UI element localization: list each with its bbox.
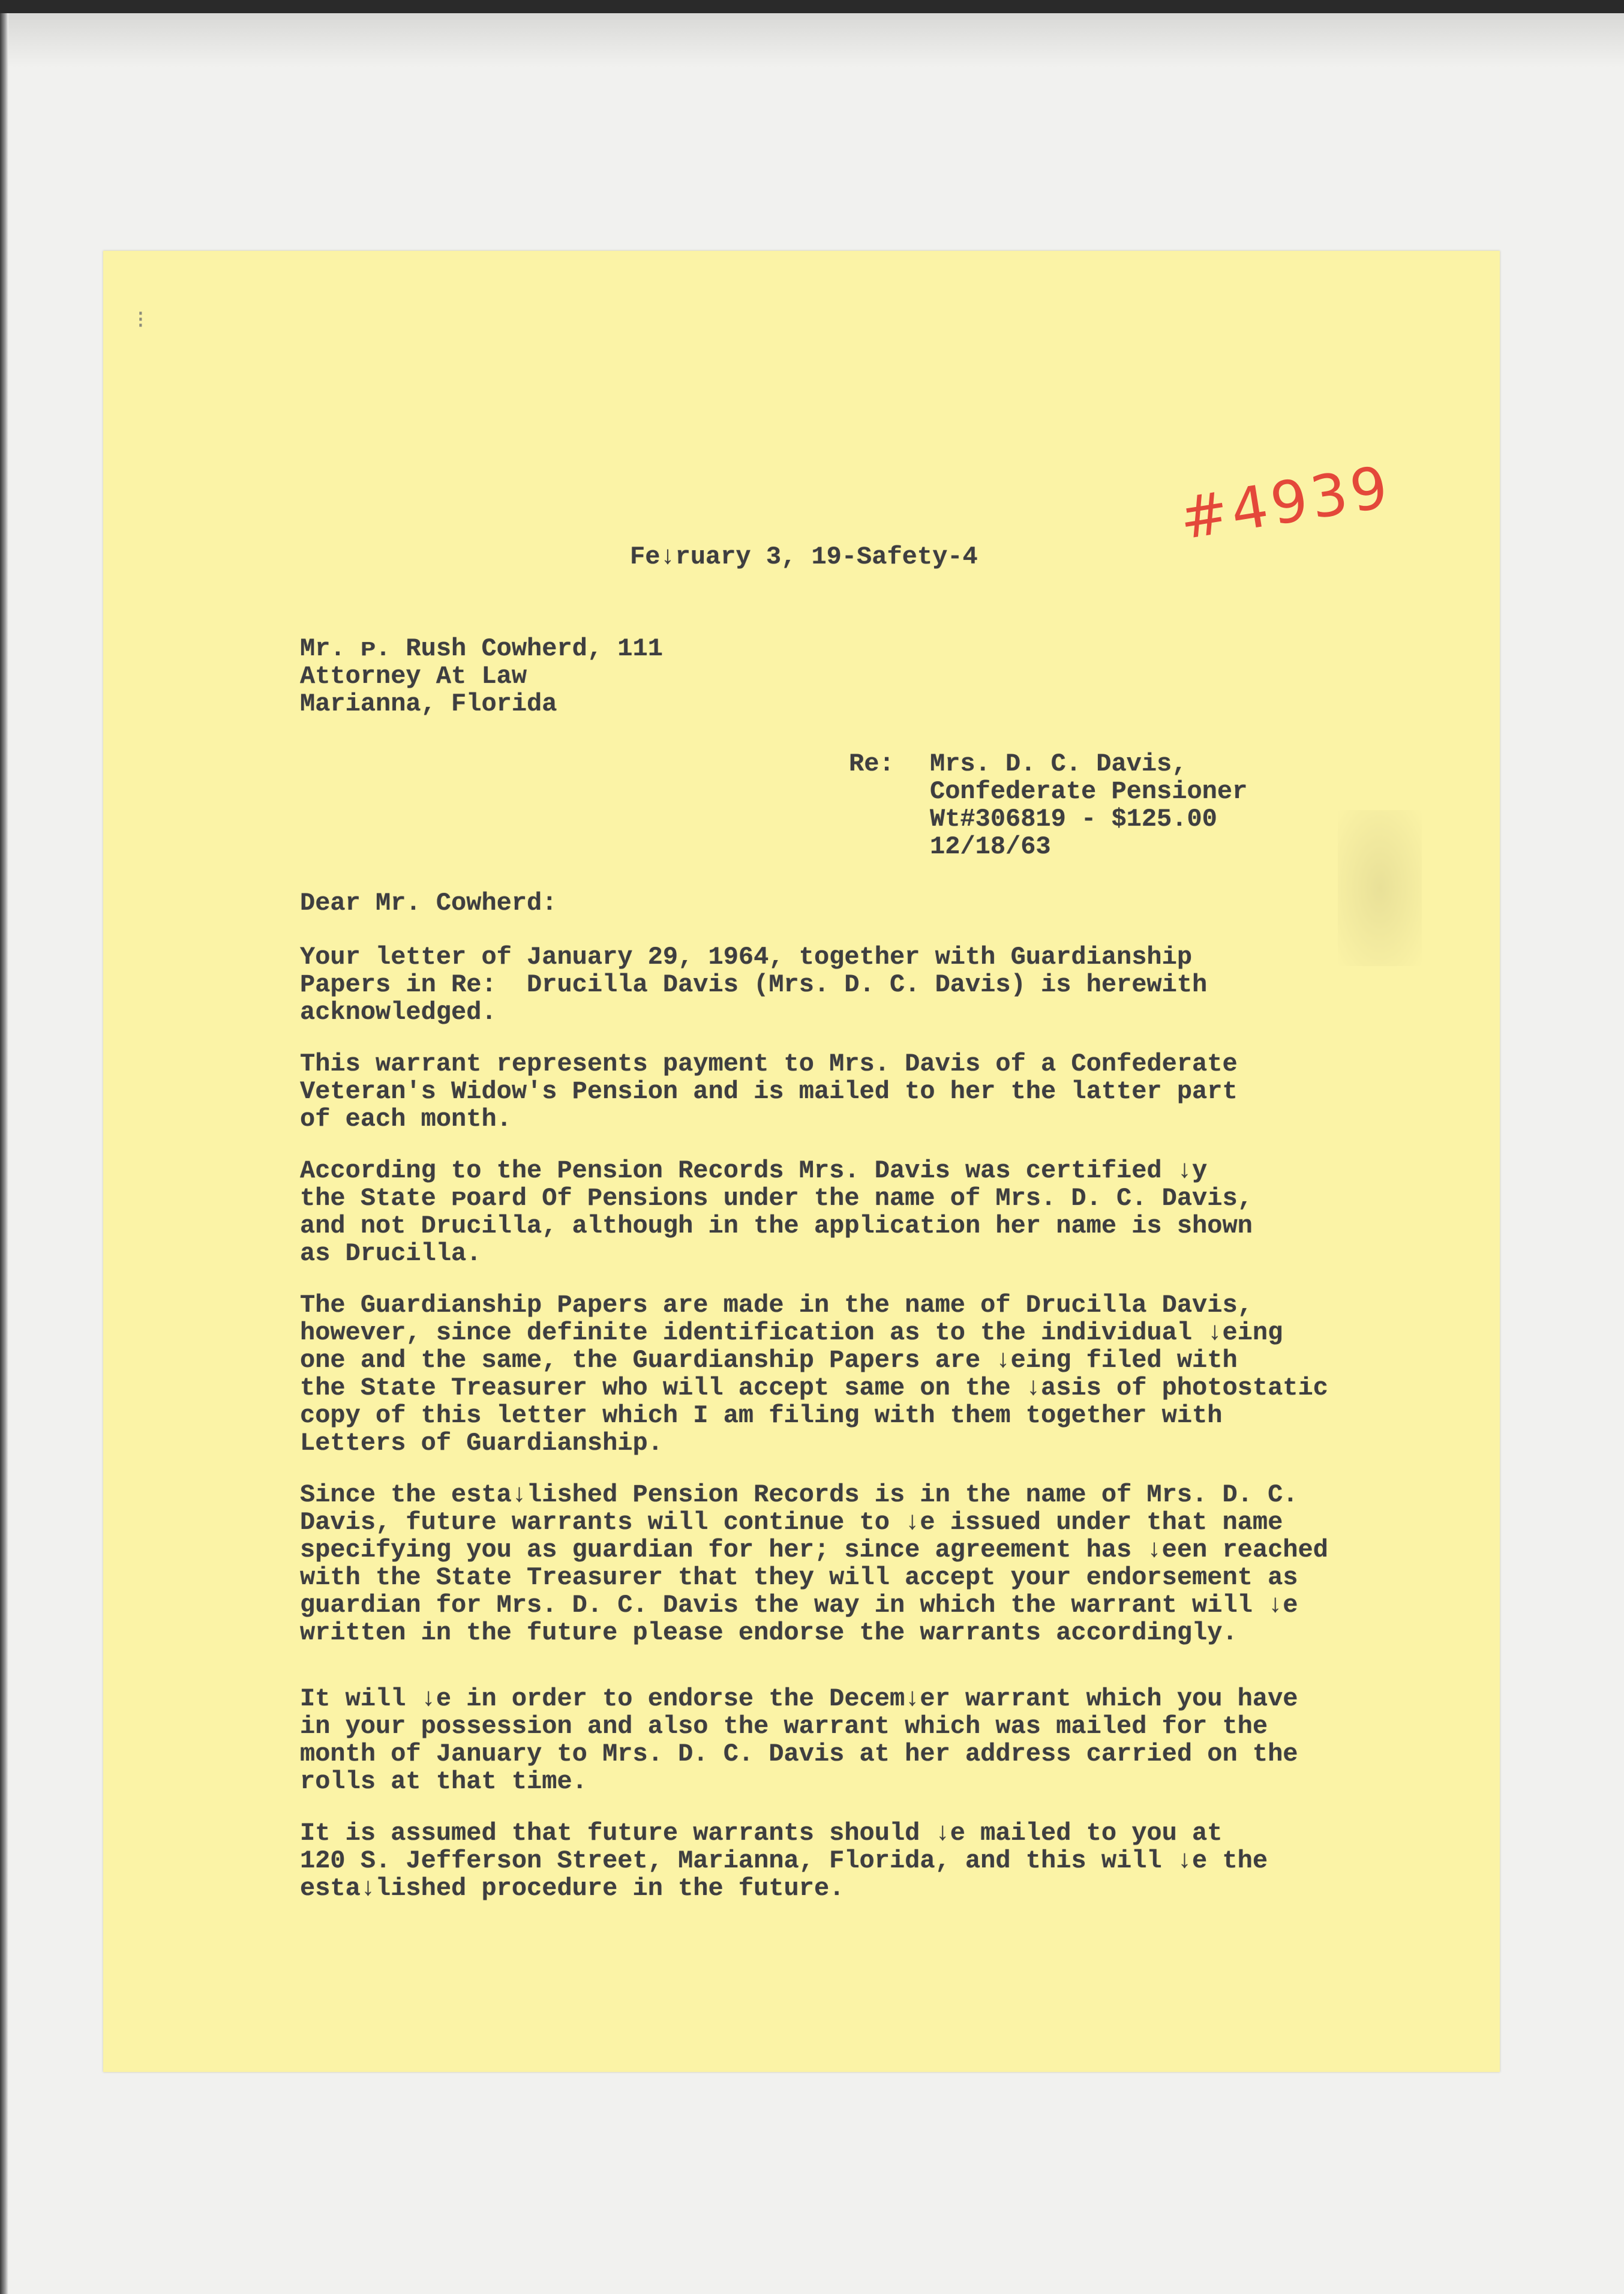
paragraph-5-line-2: Davis, future warrants will continue to ↓e issued under that name [300, 1508, 1283, 1537]
paragraph-5-line-6: written in the future please endorse the warrants accordingly. [300, 1618, 1238, 1647]
binder-mark: ⁝ [137, 306, 145, 334]
paragraph-3-line-2: the State ᴘoard Of Pensions under the name of Mrs. D. C. Davis, [300, 1184, 1253, 1213]
paragraph-6-line-1: It will ↓e in order to endorse the Decem↓er warrant which you have [300, 1684, 1298, 1713]
re-line-2: Confederate Pensioner [930, 777, 1248, 806]
scan-left-edge [0, 13, 8, 2294]
paragraph-1-line-1: Your letter of January 29, 1964, together with Guardianship [300, 943, 1193, 971]
paragraph-3-line-1: According to the Pension Records Mrs. Davis was certified ↓y [300, 1156, 1208, 1185]
re-line-4: 12/18/63 [930, 832, 1051, 861]
letter-date: Fe↓ruary 3, 19-Safety-4 [630, 542, 978, 571]
paragraph-3-line-3: and not Drucilla, although in the application her name is shown [300, 1212, 1253, 1240]
paragraph-3-line-4: as Drucilla. [300, 1239, 482, 1268]
paragraph-7-line-1: It is assumed that future warrants should ↓e mailed to you at [300, 1819, 1223, 1848]
paragraph-7-line-3: esta↓lished procedure in the future. [300, 1874, 845, 1903]
recipient-line-1: Mr. ᴘ. Rush Cowherd, 111 [300, 634, 663, 663]
paragraph-5-line-4: with the State Treasurer that they will accept your endorsement as [300, 1563, 1298, 1592]
paragraph-1-line-2: Papers in Re: Drucilla Davis (Mrs. D. C. Davis) is herewith [300, 970, 1208, 999]
paragraph-1-line-3: acknowledged. [300, 998, 497, 1027]
re-line-1: Mrs. D. C. Davis, [930, 749, 1187, 778]
scan-top-border [0, 0, 1624, 13]
scan-top-shade [8, 13, 1624, 67]
paragraph-4-line-1: The Guardianship Papers are made in the name of Drucilla Davis, [300, 1291, 1253, 1320]
re-line-3: Wt#306819 - $125.00 [930, 805, 1217, 833]
paragraph-6-line-4: rolls at that time. [300, 1767, 587, 1796]
paragraph-2-line-2: Veteran's Widow's Pension and is mailed to her the latter part [300, 1077, 1238, 1106]
recipient-line-2: Attorney At Law [300, 662, 527, 691]
paragraph-4-line-2: however, since definite identification as to the individual ↓eing [300, 1318, 1283, 1347]
recipient-line-3: Marianna, Florida [300, 689, 557, 718]
re-label: Re: [849, 749, 894, 778]
paragraph-2-line-1: This warrant represents payment to Mrs. Davis of a Confederate [300, 1049, 1238, 1078]
paragraph-5-line-1: Since the esta↓lished Pension Records is in the name of Mrs. D. C. [300, 1480, 1298, 1509]
handwritten-file-number: #4939 [1175, 452, 1396, 553]
paragraph-4-line-6: Letters of Guardianship. [300, 1429, 663, 1458]
paragraph-4-line-5: copy of this letter which I am filing with them together with [300, 1401, 1223, 1430]
paragraph-5-line-5: guardian for Mrs. D. C. Davis the way in which the warrant will ↓e [300, 1591, 1298, 1620]
paragraph-2-line-3: of each month. [300, 1105, 512, 1133]
paragraph-4-line-3: one and the same, the Guardianship Papers are ↓eing filed with [300, 1346, 1238, 1375]
paragraph-6-line-2: in your possession and also the warrant which was mailed for the [300, 1712, 1268, 1741]
paragraph-7-line-2: 120 S. Jefferson Street, Marianna, Florida, and this will ↓e the [300, 1846, 1268, 1875]
paragraph-4-line-4: the State Treasurer who will accept same on the ↓asis of photostatic [300, 1374, 1328, 1402]
paper-smudge [1338, 810, 1422, 966]
paragraph-6-line-3: month of January to Mrs. D. C. Davis at her address carried on the [300, 1740, 1298, 1768]
salutation: Dear Mr. Cowherd: [300, 889, 557, 917]
paragraph-5-line-3: specifying you as guardian for her; since agreement has ↓een reached [300, 1536, 1328, 1564]
